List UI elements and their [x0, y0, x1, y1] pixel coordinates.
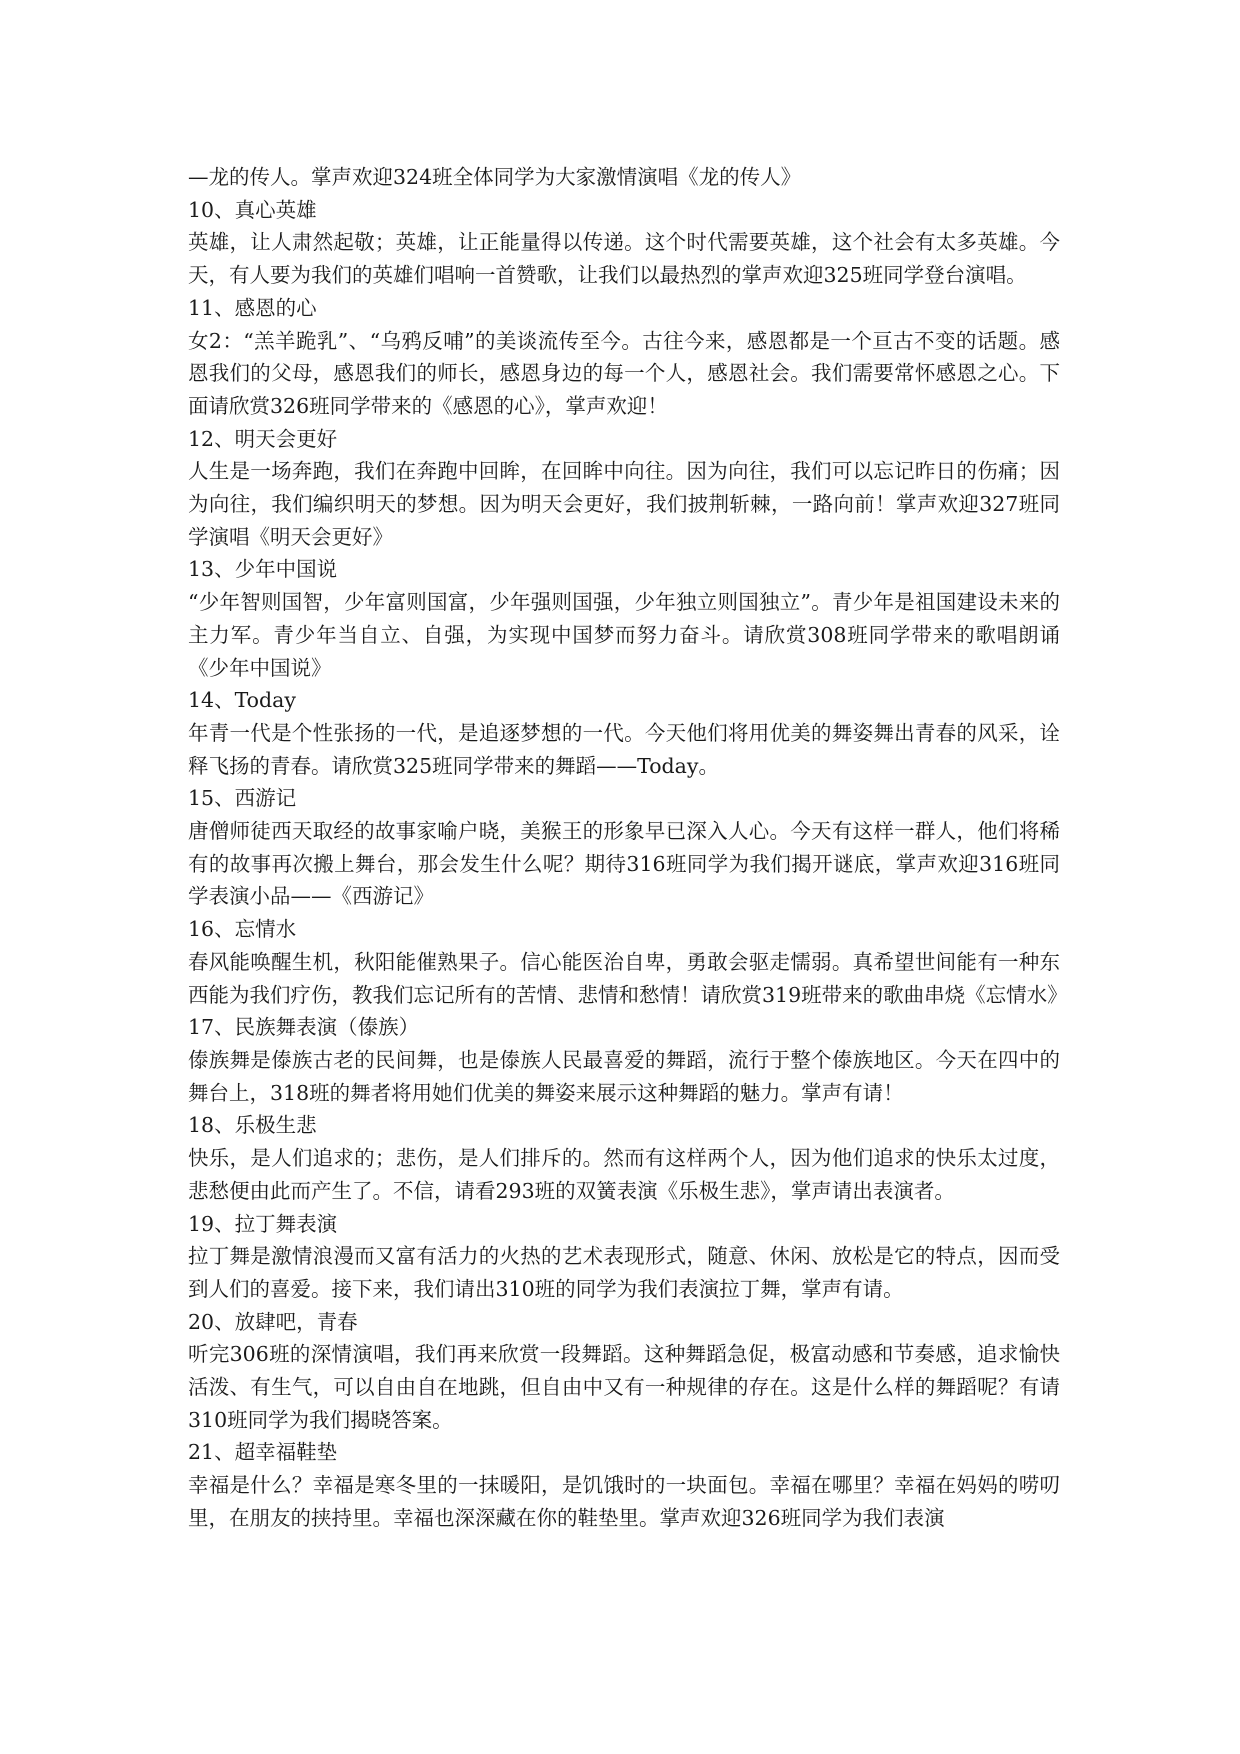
section-heading-18: 18、乐极生悲	[188, 1113, 317, 1138]
section-body-21: 幸福是什么？幸福是寒冬里的一抹暖阳，是饥饿时的一块面包。幸福在哪里？幸福在妈妈的唠叨里，在朋友的挟持里。幸福也深深藏在你的鞋垫里。掌声欢迎326班同学为我们表演	[188, 1473, 1060, 1530]
section-heading-13: 13、少年中国说	[188, 557, 338, 582]
section-heading-12: 12、明天会更好	[188, 426, 338, 451]
section-heading-15: 15、西游记	[188, 786, 297, 811]
section-body-20: 听完306班的深情演唱，我们再来欣赏一段舞蹈。这种舞蹈急促，极富动感和节奏感，追求愉快活泼、有生气，可以自由自在地跳，但自由中又有一种规律的存在。这是什么样的舞蹈呢？有请310班同学为我们揭晓答案。	[188, 1342, 1060, 1432]
section-body-10: 英雄，让人肃然起敬；英雄，让正能量得以传递。这个时代需要英雄，这个社会有太多英雄。今天，有人要为我们的英雄们唱响一首赞歌，让我们以最热烈的掌声欢迎325班同学登台演唱。	[188, 230, 1060, 288]
section-body-18: 快乐，是人们追求的；悲伤，是人们排斥的。然而有这样两个人，因为他们追求的快乐太过度，悲愁便由此而产生了。不信，请看293班的双簧表演《乐极生悲》，掌声请出表演者。	[188, 1146, 1060, 1203]
section-body-19: 拉丁舞是激情浪漫而又富有活力的火热的艺术表现形式，随意、休闲、放松是它的特点，因而受到人们的喜爱。接下来，我们请出310班的同学为我们表演拉丁舞，掌声有请。	[188, 1244, 1060, 1301]
intro-paragraph: —龙的传人。掌声欢迎324班全体同学为大家激情演唱《龙的传人》	[188, 165, 802, 189]
section-body-14: 年青一代是个性张扬的一代，是追逐梦想的一代。今天他们将用优美的舞姿舞出青春的风采，诠释飞扬的青春。请欣赏325班同学带来的舞蹈——Today。	[188, 720, 1060, 778]
section-body-17: 傣族舞是傣族古老的民间舞，也是傣族人民最喜爱的舞蹈，流行于整个傣族地区。今天在四中的舞台上，318班的舞者将用她们优美的舞姿来展示这种舞蹈的魅力。掌声有请！	[188, 1047, 1060, 1105]
section-heading-20: 20、放肆吧，青春	[188, 1309, 358, 1334]
section-body-12: 人生是一场奔跑，我们在奔跑中回眸，在回眸中向往。因为向往，我们可以忘记昨日的伤痛；因为向往，我们编织明天的梦想。因为明天会更好，我们披荆斩棘，一路向前！掌声欢迎327班同学演唱《明天会更好》	[188, 459, 1060, 549]
section-heading-19: 19、拉丁舞表演	[188, 1211, 338, 1236]
section-body-13: “少年智则国智，少年富则国富，少年强则国强，少年独立则国独立”。青少年是祖国建设未来的主力军。青少年当自立、自强，为实现中国梦而努力奋斗。请欣赏308班同学带来的歌唱朗诵《少年中国说》	[188, 590, 1060, 680]
section-body-15: 唐僧师徒西天取经的故事家喻户晓，美猴王的形象早已深入人心。今天有这样一群人，他们将稀有的故事再次搬上舞台，那会发生什么呢？期待316班同学为我们揭开谜底，掌声欢迎316班同学表演小品——《西游记》	[188, 819, 1060, 909]
section-heading-11: 11、感恩的心	[188, 295, 317, 320]
section-heading-21: 21、超幸福鞋垫	[188, 1440, 338, 1465]
section-heading-14: 14、Today	[188, 688, 296, 713]
document-page	[188, 161, 1068, 1535]
section-body-11: 女2：“羔羊跪乳”、“乌鸦反哺”的美谈流传至今。古往今来，感恩都是一个亘古不变的话题。感恩我们的父母，感恩我们的师长，感恩身边的每一个人，感恩社会。我们需要常怀感恩之心。下面请欣赏326班同学带来的《感恩的心》，掌声欢迎！	[188, 328, 1060, 418]
section-heading-10: 10、真心英雄	[188, 197, 317, 222]
section-heading-16: 16、忘情水	[188, 917, 297, 942]
section-heading-17: 17、民族舞表演（傣族）	[188, 1015, 420, 1040]
section-body-16: 春风能唤醒生机，秋阳能催熟果子。信心能医治自卑，勇敢会驱走懦弱。真希望世间能有一种东西能为我们疗伤，教我们忘记所有的苦情、悲情和愁情！请欣赏319班带来的歌曲串烧《忘情水》	[188, 949, 1068, 1007]
